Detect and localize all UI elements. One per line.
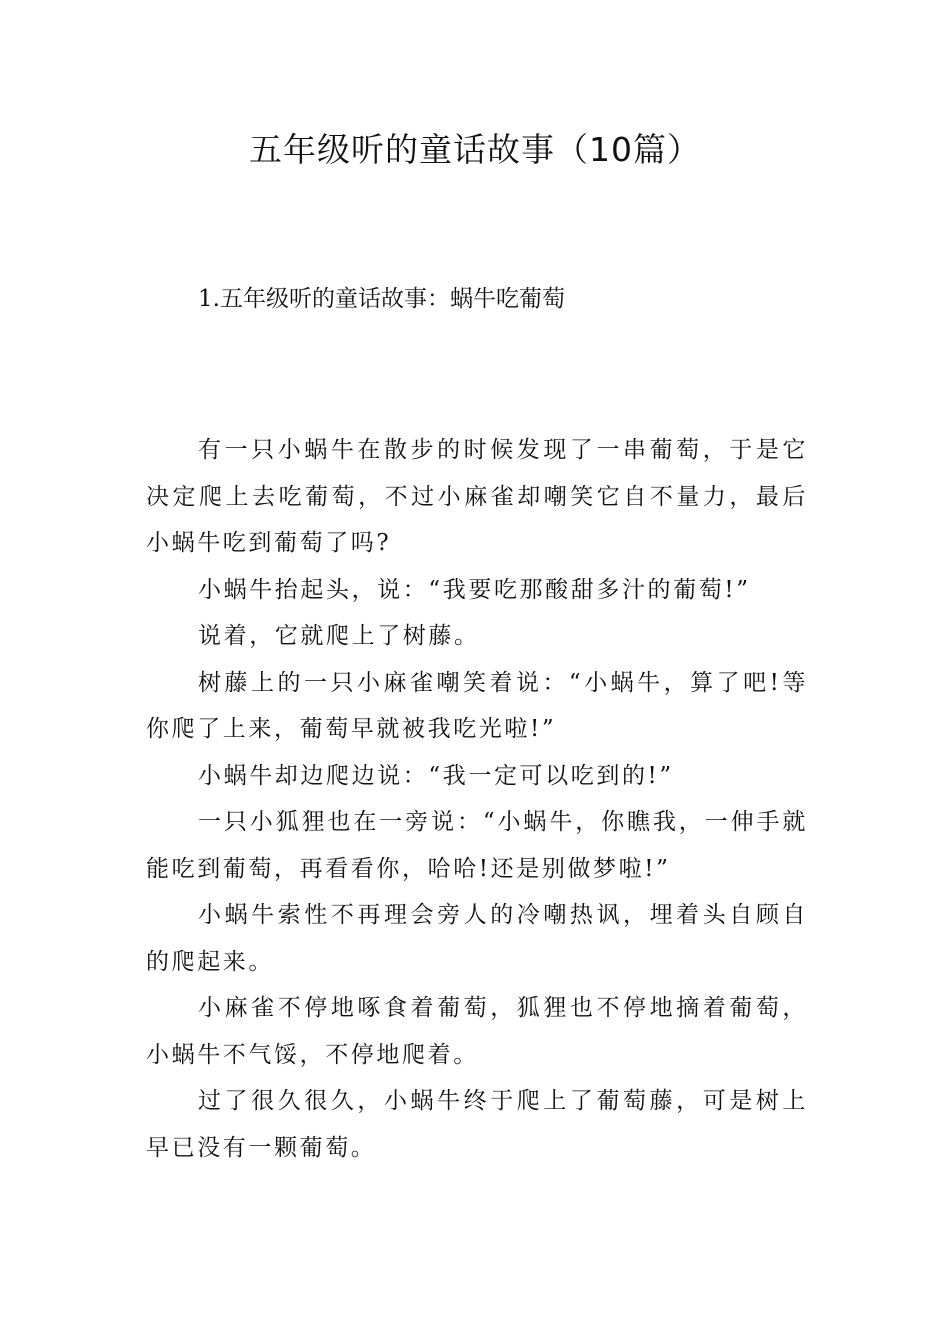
paragraph: 树藤上的一只小麻雀嘲笑着说：“小蜗牛，算了吧!等你爬了上来，葡萄早就被我吃光啦!” [146, 669, 808, 742]
paragraph: 小蜗牛索性不再理会旁人的冷嘲热讽，埋着头自顾自的爬起来。 [146, 902, 808, 975]
paragraph: 小蜗牛抬起头，说：“我要吃那酸甜多汁的葡萄!” [198, 576, 751, 603]
paragraph: 小麻雀不停地啄食着葡萄，狐狸也不停地摘着葡萄，小蜗牛不气馁，不停地爬着。 [146, 995, 808, 1068]
paragraph: 说着，它就爬上了树藤。 [198, 623, 480, 649]
story-body [146, 427, 808, 1171]
paragraph: 过了很久很久，小蜗牛终于爬上了葡萄藤，可是树上早已没有一颗葡萄。 [146, 1088, 808, 1161]
document-title: 五年级听的童话故事（10篇） [249, 130, 701, 169]
paragraph: 一只小狐狸也在一旁说：“小蜗牛，你瞧我，一伸手就能吃到葡萄，再看看你，哈哈!还是别做梦啦!” [146, 809, 808, 882]
paragraph: 小蜗牛却边爬边说：“我一定可以吃到的!” [198, 762, 674, 789]
paragraph: 有一只小蜗牛在散步的时候发现了一串葡萄，于是它决定爬上去吃葡萄，不过小麻雀却嘲笑它自不量力，最后小蜗牛吃到葡萄了吗? [146, 437, 808, 556]
section-heading: 1.五年级听的童话故事：蜗牛吃葡萄 [198, 286, 565, 312]
